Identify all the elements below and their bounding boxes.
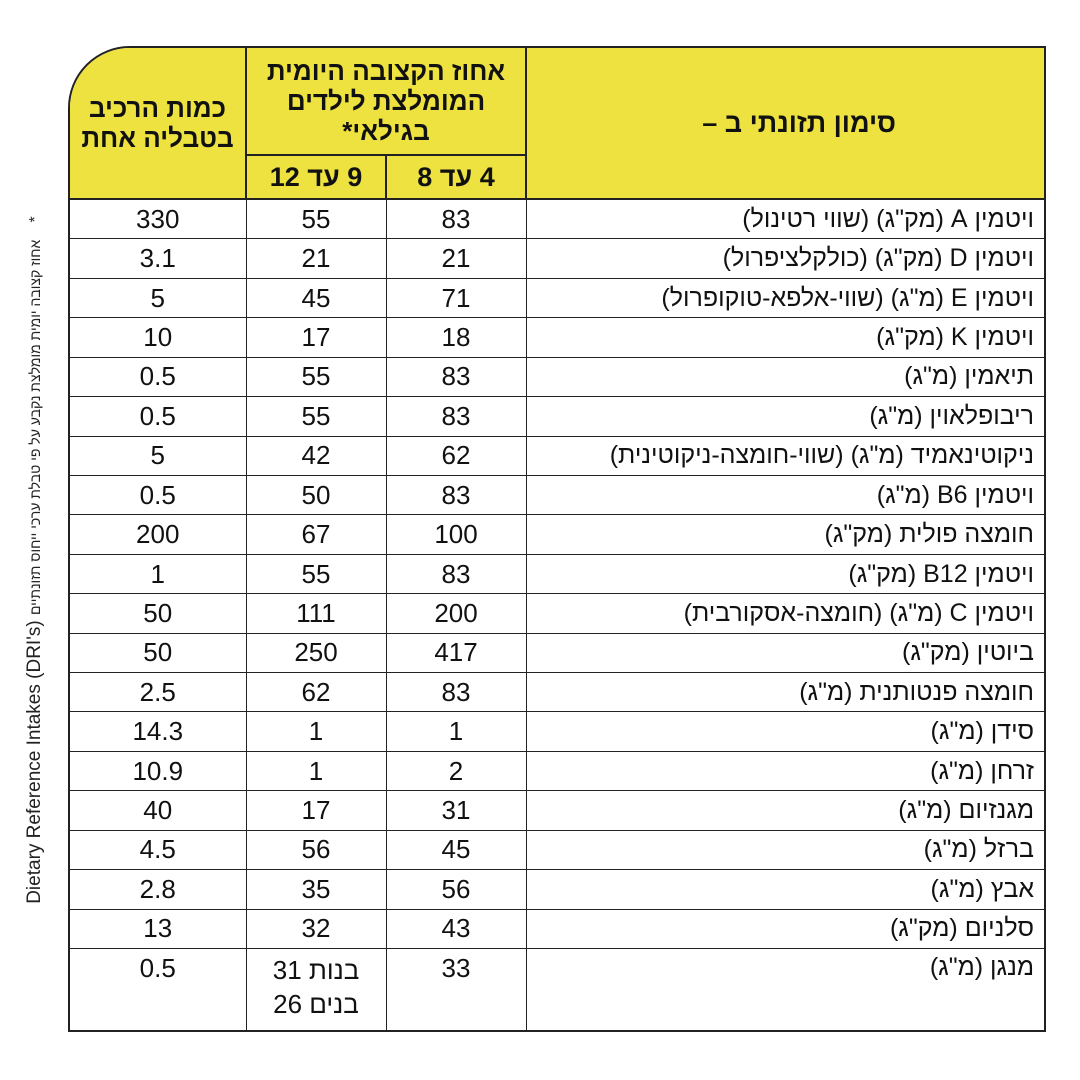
- amount-per-tablet: 50: [70, 633, 246, 672]
- percent-age-4-8: 2: [386, 751, 526, 790]
- percent-age-9-12: 55: [246, 554, 386, 593]
- percent-age-4-8: 200: [386, 594, 526, 633]
- nutrient-name: ברזל (מ"ג): [526, 830, 1046, 869]
- percent-age-9-12: 62: [246, 673, 386, 712]
- amount-per-tablet: 5: [70, 278, 246, 317]
- amount-per-tablet: 10.9: [70, 751, 246, 790]
- amount-per-tablet: 5: [70, 436, 246, 475]
- header-name-column: סימון תזונתי ב –: [526, 48, 1046, 199]
- amount-per-tablet: 0.5: [70, 397, 246, 436]
- table-row: [70, 554, 1046, 593]
- percent-age-9-12: 35: [246, 870, 386, 909]
- percent-age-9-12: 250: [246, 633, 386, 672]
- table-row: [70, 278, 1046, 317]
- percent-age-9-12: 45: [246, 278, 386, 317]
- amount-per-tablet: 0.5: [70, 357, 246, 396]
- nutrient-name: ניקוטינאמיד (מ"ג) (שווי-חומצה-ניקוטינית): [526, 436, 1046, 475]
- percent-age-4-8: 31: [386, 791, 526, 830]
- table-row: [70, 436, 1046, 475]
- amount-per-tablet: 2.8: [70, 870, 246, 909]
- nutrient-name: זרחן (מ"ג): [526, 751, 1046, 790]
- table-header: [70, 48, 1046, 199]
- percent-age-9-12-line: בנות 31: [272, 955, 360, 986]
- table-row: [70, 949, 1046, 1030]
- nutrient-name: ריבופלאוין (מ"ג): [526, 397, 1046, 436]
- amount-per-tablet: 330: [70, 199, 246, 239]
- percent-age-4-8: 83: [386, 397, 526, 436]
- amount-per-tablet: 3.1: [70, 239, 246, 278]
- percent-age-4-8: 100: [386, 515, 526, 554]
- nutrient-name: סלניום (מק"ג): [526, 909, 1046, 948]
- nutrient-name: חומצה פולית (מק"ג): [526, 515, 1046, 554]
- nutrition-table: [70, 48, 1046, 1030]
- header-amount-column: כמות הרכיב בטבליה אחת: [70, 48, 246, 199]
- percent-age-9-12: 111: [246, 594, 386, 633]
- nutrient-name: ביוטין (מק"ג): [526, 633, 1046, 672]
- table-row: [70, 633, 1046, 672]
- footnote-english: Dietary Reference Intakes (DRI's): [24, 620, 46, 904]
- percent-age-4-8: 56: [386, 870, 526, 909]
- percent-age-9-12: 21: [246, 239, 386, 278]
- percent-age-4-8: 43: [386, 909, 526, 948]
- table-row: [70, 239, 1046, 278]
- percent-age-9-12-line: בנים 26: [273, 989, 359, 1020]
- percent-age-9-12: 56: [246, 830, 386, 869]
- percent-age-9-12: 1: [246, 712, 386, 751]
- amount-per-tablet: 50: [70, 594, 246, 633]
- table-row: [70, 515, 1046, 554]
- percent-age-4-8: 33: [386, 949, 526, 1030]
- percent-age-4-8: 83: [386, 475, 526, 514]
- nutrient-name: ויטמין A (מק"ג) (שווי רטינול): [526, 199, 1046, 239]
- table-row: [70, 397, 1046, 436]
- percent-age-4-8: 83: [386, 673, 526, 712]
- footnote-hebrew: אחוז קצובה יומית מומלצת נקבע על פי טבלת ערכי ייחוס תזונתיים: [27, 239, 44, 616]
- nutrient-name: אבץ (מ"ג): [526, 870, 1046, 909]
- table-row: [70, 830, 1046, 869]
- table-row: [70, 594, 1046, 633]
- percent-age-4-8: 18: [386, 318, 526, 357]
- percent-age-9-12: 42: [246, 436, 386, 475]
- footnote-asterisk: *: [27, 216, 45, 223]
- header-percent-group: אחוז הקצובה היומית המומלצת לילדים בגילאי*: [246, 48, 526, 155]
- nutrient-name: תיאמין (מ"ג): [526, 357, 1046, 396]
- percent-age-9-12: 55: [246, 397, 386, 436]
- amount-per-tablet: 13: [70, 909, 246, 948]
- percent-age-4-8: 62: [386, 436, 526, 475]
- nutrient-name: ויטמין B6 (מ"ג): [526, 475, 1046, 514]
- percent-age-9-12: 55: [246, 357, 386, 396]
- table-row: [70, 751, 1046, 790]
- nutrient-name: ויטמין B12 (מק"ג): [526, 554, 1046, 593]
- percent-age-4-8: 83: [386, 199, 526, 239]
- percent-age-9-12: 55: [246, 199, 386, 239]
- percent-age-4-8: 45: [386, 830, 526, 869]
- nutrient-name: מנגן (מ"ג): [526, 949, 1046, 1030]
- amount-per-tablet: 1: [70, 554, 246, 593]
- percent-age-4-8: 83: [386, 554, 526, 593]
- percent-age-9-12: 67: [246, 515, 386, 554]
- amount-per-tablet: 40: [70, 791, 246, 830]
- nutrient-name: ויטמין C (מ"ג) (חומצה-אסקורבית): [526, 594, 1046, 633]
- percent-age-4-8: 1: [386, 712, 526, 751]
- table-row: [70, 199, 1046, 239]
- percent-age-4-8: 71: [386, 278, 526, 317]
- amount-per-tablet: 2.5: [70, 673, 246, 712]
- percent-age-9-12: 17: [246, 791, 386, 830]
- table-row: [70, 475, 1046, 514]
- amount-per-tablet: 200: [70, 515, 246, 554]
- header-age-4-8: 4 עד 8: [386, 155, 526, 199]
- nutrient-name: ויטמין E (מ"ג) (שווי-אלפא-טוקופרול): [526, 278, 1046, 317]
- nutrient-name: מגנזיום (מ"ג): [526, 791, 1046, 830]
- table-row: [70, 791, 1046, 830]
- side-footnote: [0, 190, 70, 930]
- nutrient-name: ויטמין D (מק"ג) (כולקלציפרול): [526, 239, 1046, 278]
- header-age-9-12: 9 עד 12: [246, 155, 386, 199]
- nutrition-table-container: [68, 46, 1046, 1032]
- percent-age-9-12: 32: [246, 909, 386, 948]
- amount-per-tablet: 0.5: [70, 475, 246, 514]
- percent-age-9-12: 17: [246, 318, 386, 357]
- percent-age-4-8: 83: [386, 357, 526, 396]
- table-row: [70, 712, 1046, 751]
- table-row: [70, 318, 1046, 357]
- nutrient-name: סידן (מ"ג): [526, 712, 1046, 751]
- nutrient-name: חומצה פנטותנית (מ"ג): [526, 673, 1046, 712]
- table-row: [70, 870, 1046, 909]
- amount-per-tablet: 4.5: [70, 830, 246, 869]
- amount-per-tablet: 10: [70, 318, 246, 357]
- percent-age-4-8: 417: [386, 633, 526, 672]
- table-row: [70, 357, 1046, 396]
- table-row: [70, 673, 1046, 712]
- percent-age-9-12: [246, 949, 386, 1030]
- nutrient-name: ויטמין K (מק"ג): [526, 318, 1046, 357]
- percent-age-9-12: 50: [246, 475, 386, 514]
- table-row: [70, 909, 1046, 948]
- percent-age-9-12: 1: [246, 751, 386, 790]
- percent-age-4-8: 21: [386, 239, 526, 278]
- amount-per-tablet: 0.5: [139, 953, 176, 984]
- table-body: [70, 199, 1046, 1030]
- amount-per-tablet: 14.3: [70, 712, 246, 751]
